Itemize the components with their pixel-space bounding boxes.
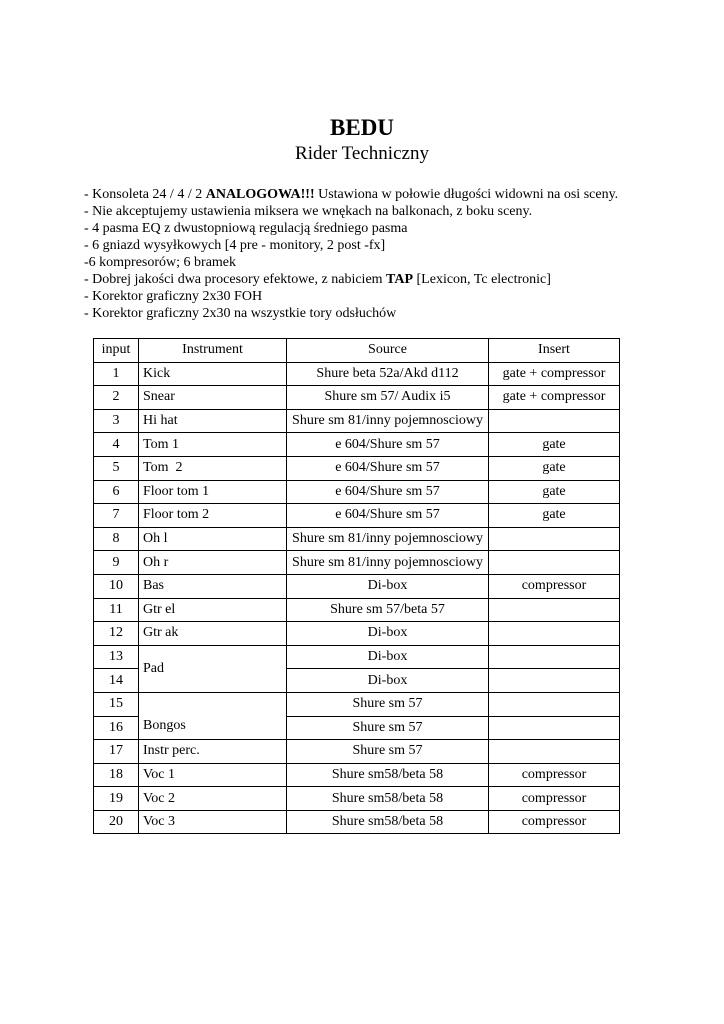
table-row <box>94 386 620 410</box>
cell-source: Shure sm 57/beta 57 <box>287 598 489 622</box>
table-row <box>94 622 620 646</box>
requirement-line: - 4 pasma EQ z dwustopniową regulacją średniego pasma <box>84 221 408 236</box>
requirement-line: - Dobrej jakości dwa procesory efektowe, z nabiciem TAP [Lexicon, Tc electronic] <box>84 272 551 287</box>
cell-insert: compressor <box>489 787 620 811</box>
cell-input: 6 <box>94 480 139 504</box>
cell-source: e 604/Shure sm 57 <box>287 504 489 528</box>
table-row <box>94 810 620 834</box>
cell-insert <box>489 645 620 669</box>
cell-insert: compressor <box>489 763 620 787</box>
table-row <box>94 456 620 480</box>
cell-source: Di-box <box>287 622 489 646</box>
cell-input: 2 <box>94 386 139 410</box>
cell-source: Shure sm 81/inny pojemnosciowy <box>287 409 489 433</box>
cell-input: 4 <box>94 433 139 457</box>
requirement-line: - Nie akceptujemy ustawienia miksera we wnękach na balkonach, z boku sceny. <box>84 204 533 219</box>
cell-input: 11 <box>94 598 139 622</box>
cell-source: Shure sm 81/inny pojemnosciowy <box>287 551 489 575</box>
table-row <box>94 433 620 457</box>
cell-instrument: Gtr el <box>139 598 287 622</box>
cell-insert <box>489 669 620 693</box>
cell-source: Shure sm58/beta 58 <box>287 810 489 834</box>
cell-insert: gate <box>489 456 620 480</box>
cell-input: 12 <box>94 622 139 646</box>
cell-insert <box>489 551 620 575</box>
cell-source: Shure sm58/beta 58 <box>287 787 489 811</box>
cell-insert <box>489 740 620 764</box>
cell-insert: compressor <box>489 810 620 834</box>
cell-instrument: Kick <box>139 362 287 386</box>
table-row <box>94 740 620 764</box>
requirement-line: - Korektor graficzny 2x30 FOH <box>84 289 263 304</box>
cell-source: e 604/Shure sm 57 <box>287 433 489 457</box>
table-row <box>94 362 620 386</box>
cell-source: Di-box <box>287 669 489 693</box>
cell-insert <box>489 692 620 716</box>
table-row <box>94 763 620 787</box>
cell-insert <box>489 622 620 646</box>
cell-input: 5 <box>94 456 139 480</box>
table-row <box>94 504 620 528</box>
cell-instrument: Floor tom 2 <box>139 504 287 528</box>
cell-input: 8 <box>94 527 139 551</box>
cell-instrument: Snear <box>139 386 287 410</box>
cell-source: Shure sm 57 <box>287 716 489 740</box>
cell-source: Di-box <box>287 645 489 669</box>
cell-instrument: Bongos <box>139 692 287 739</box>
cell-input: 7 <box>94 504 139 528</box>
cell-instrument: Voc 1 <box>139 763 287 787</box>
requirements-list <box>84 186 704 322</box>
cell-source: Shure sm 81/inny pojemnosciowy <box>287 527 489 551</box>
cell-source: Shure sm 57 <box>287 692 489 716</box>
cell-insert: gate <box>489 433 620 457</box>
cell-source: Di-box <box>287 574 489 598</box>
cell-insert: compressor <box>489 574 620 598</box>
cell-source: Shure sm 57 <box>287 740 489 764</box>
header-input: input <box>94 339 139 363</box>
document-subtitle: Rider Techniczny <box>295 143 429 164</box>
cell-input: 14 <box>94 669 139 693</box>
cell-instrument: Tom 1 <box>139 433 287 457</box>
cell-insert: gate <box>489 480 620 504</box>
cell-source: e 604/Shure sm 57 <box>287 480 489 504</box>
requirement-line: -6 kompresorów; 6 bramek <box>84 255 237 270</box>
table-row <box>94 551 620 575</box>
table-row <box>94 480 620 504</box>
cell-input: 13 <box>94 645 139 669</box>
cell-insert <box>489 527 620 551</box>
header-instrument: Instrument <box>139 339 287 363</box>
cell-instrument: Gtr ak <box>139 622 287 646</box>
cell-instrument: Instr perc. <box>139 740 287 764</box>
table-row <box>94 692 620 716</box>
cell-input: 20 <box>94 810 139 834</box>
cell-input: 16 <box>94 716 139 740</box>
table-header-row <box>94 339 620 363</box>
cell-input: 1 <box>94 362 139 386</box>
table-row <box>94 527 620 551</box>
cell-instrument: Tom 2 <box>139 456 287 480</box>
cell-instrument: Hi hat <box>139 409 287 433</box>
table-row <box>94 409 620 433</box>
cell-input: 9 <box>94 551 139 575</box>
requirement-line: - Korektor graficzny 2x30 na wszystkie tory odsłuchów <box>84 306 397 321</box>
cell-input: 19 <box>94 787 139 811</box>
cell-instrument: Voc 2 <box>139 787 287 811</box>
cell-input: 3 <box>94 409 139 433</box>
cell-input: 15 <box>94 692 139 716</box>
cell-instrument: Oh r <box>139 551 287 575</box>
cell-insert: gate + compressor <box>489 386 620 410</box>
cell-input: 10 <box>94 574 139 598</box>
cell-insert: gate <box>489 504 620 528</box>
cell-instrument: Floor tom 1 <box>139 480 287 504</box>
cell-instrument: Oh l <box>139 527 287 551</box>
cell-instrument: Bas <box>139 574 287 598</box>
cell-source: Shure sm58/beta 58 <box>287 763 489 787</box>
document-title: BEDU <box>330 115 394 140</box>
cell-insert <box>489 409 620 433</box>
header-insert: Insert <box>489 339 620 363</box>
cell-source: Shure sm 57/ Audix i5 <box>287 386 489 410</box>
cell-source: e 604/Shure sm 57 <box>287 456 489 480</box>
cell-source: Shure beta 52a/Akd d112 <box>287 362 489 386</box>
table-row <box>94 598 620 622</box>
requirement-line: - 6 gniazd wysyłkowych [4 pre - monitory, 2 post -fx] <box>84 238 386 253</box>
table-row <box>94 787 620 811</box>
cell-instrument: Pad <box>139 645 287 692</box>
cell-insert <box>489 716 620 740</box>
cell-insert <box>489 598 620 622</box>
requirement-line: - Konsoleta 24 / 4 / 2 ANALOGOWA!!! Ustawiona w połowie długości widowni na osi sceny. <box>84 187 619 202</box>
cell-instrument: Voc 3 <box>139 810 287 834</box>
cell-input: 18 <box>94 763 139 787</box>
header-source: Source <box>287 339 489 363</box>
cell-insert: gate + compressor <box>489 362 620 386</box>
input-list-table <box>93 338 620 834</box>
table-row <box>94 574 620 598</box>
cell-input: 17 <box>94 740 139 764</box>
table-row <box>94 645 620 669</box>
